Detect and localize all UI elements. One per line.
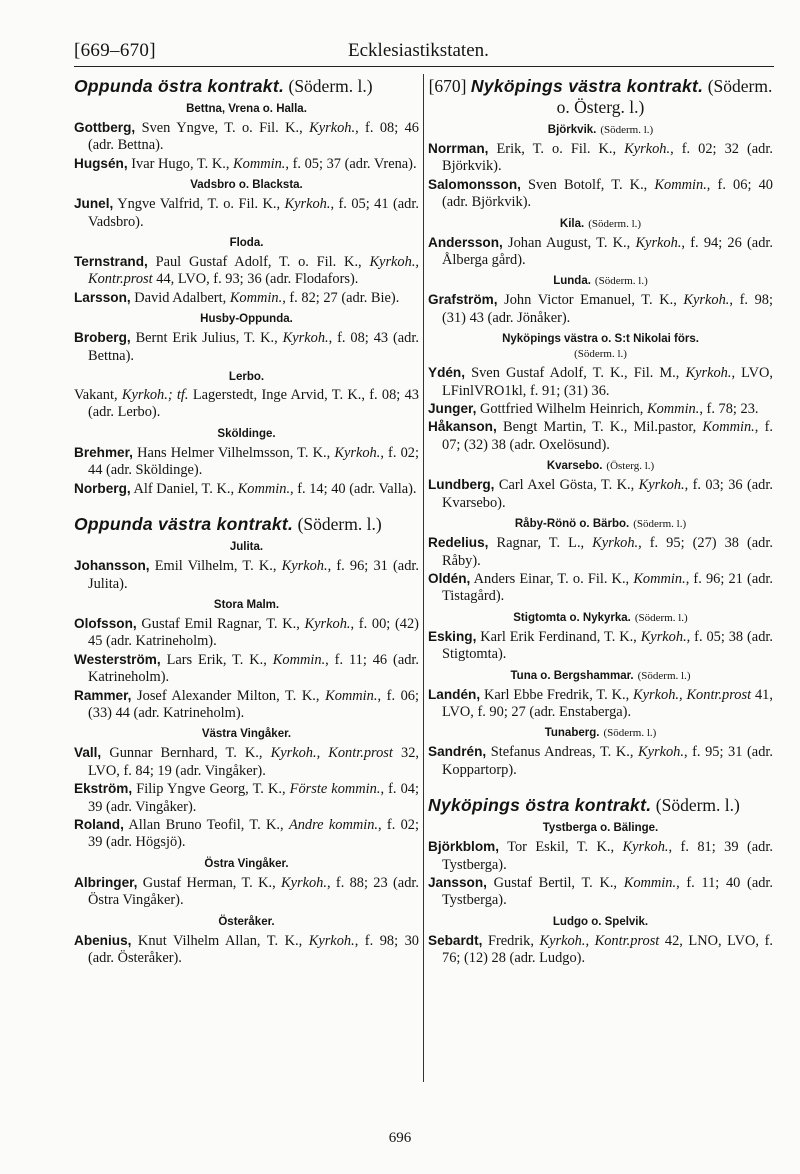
surname: Rammer, <box>74 687 132 703</box>
parish-heading <box>74 236 419 251</box>
position-title: Kyrkoh. <box>334 444 381 461</box>
position-title: Andre kommin. <box>288 816 379 833</box>
entry-details: , LVO, LFinlVRO1kl, f. 91; (31) 36. <box>442 365 773 399</box>
section-number: [670] <box>428 76 467 96</box>
entry-details: , f. 04; 39 (adr. Vingåker). <box>88 781 420 815</box>
surname: Ydén, <box>428 365 466 381</box>
entry-details: , f. 82; 27 (adr. Bie). <box>282 289 400 306</box>
parish-name: Tystberga o. Bälinge. <box>542 822 659 835</box>
parish-heading <box>428 332 773 347</box>
parish-name: Kvarsebo. <box>546 460 603 473</box>
entry-details: Gottfried Wilhelm Heinrich, <box>479 401 644 418</box>
position-title: Kommin. <box>623 874 677 891</box>
entry-details: , f. 11; 40 (adr. Tystberga). <box>442 874 773 909</box>
parish-heading <box>428 821 773 836</box>
parish-region: (Söderm. l.) <box>637 669 691 682</box>
surname: Norberg, <box>74 480 131 496</box>
entry-details: Anders Einar, T. o. Fil. K., <box>473 570 630 587</box>
left-column <box>74 74 419 967</box>
parish-region: (Söderm. l.) <box>603 727 657 740</box>
parish-name: Västra Vingåker. <box>201 728 292 741</box>
position-title: Kyrkoh., Kontr.prost <box>88 254 420 288</box>
position-title: Kommin. <box>654 176 707 193</box>
clergy-entry <box>428 400 773 418</box>
parish-heading <box>74 102 419 117</box>
parish-name: Ludgo o. Spelvik. <box>552 915 649 928</box>
parish-heading <box>74 857 419 872</box>
section-name: Oppunda västra kontrakt. <box>74 514 294 535</box>
position-title: Kyrkoh. <box>309 120 356 136</box>
entry-details: , f. 03; 36 (adr. Kvarsebo). <box>442 477 773 511</box>
surname: Ternstrand, <box>74 254 148 270</box>
entry-details: Filip Yngve Georg, T. K., <box>136 781 286 798</box>
position-title: Kyrkoh. <box>638 477 685 494</box>
parish-name: Bettna, Vrena o. Halla. <box>186 103 307 115</box>
position-title: Kyrkoh., Kontr.prost <box>539 932 660 949</box>
parish-heading <box>428 459 773 474</box>
parish-name: Björkvik. <box>547 124 597 136</box>
parish-name: Lunda. <box>553 275 591 288</box>
position-title: Kommin. <box>237 480 291 497</box>
entry-details: Alf Daniel, T. K., <box>133 480 235 497</box>
entry-details: 32, LVO, f. 84; 19 (adr. Vingåker). <box>88 745 419 779</box>
entry-details: Hans Helmer Vilhelmsson, T. K., <box>137 444 331 461</box>
position-title: Kyrkoh. <box>640 628 687 645</box>
position-title: Kyrkoh. <box>635 234 682 251</box>
clergy-entry <box>428 234 773 270</box>
entry-details: Josef Alexander Milton, T. K., <box>137 687 320 704</box>
surname: Redelius, <box>428 535 489 551</box>
clergy-entry <box>74 253 419 289</box>
entry-details: , f. 08; 43 (adr. Bettna). <box>88 330 419 364</box>
surname: Salomonsson, <box>428 176 521 192</box>
parish-heading <box>74 915 419 930</box>
right-column <box>428 74 773 968</box>
clergy-entry <box>428 476 773 512</box>
parish-heading <box>428 274 773 289</box>
entry-details: , f. 78; 23. <box>699 401 759 418</box>
parish-region: (Söderm. l.) <box>574 348 627 361</box>
entry-details: Emil Vilhelm, T. K., <box>154 558 277 575</box>
parish-name: Tunaberg. <box>544 727 600 740</box>
entry-details: Carl Axel Gösta, T. K., <box>498 477 635 494</box>
surname: Larsson, <box>74 289 131 305</box>
entry-details: , f. 95; 31 (adr. Koppartorp). <box>442 744 773 778</box>
surname: Johansson, <box>74 558 150 574</box>
surname: Landén, <box>428 686 481 702</box>
position-title: Kyrkoh., Kontr.prost <box>270 745 393 762</box>
position-title: Kommin. <box>233 155 286 172</box>
clergy-entry <box>74 155 419 173</box>
position-title: Kyrkoh. <box>284 196 331 213</box>
entry-details: , f. 08; 46 (adr. Bettna). <box>88 120 419 154</box>
position-title: Kyrkoh., Kontr.prost <box>633 686 752 703</box>
surname: Lundberg, <box>428 477 495 493</box>
parish-name: Sköldinge. <box>217 427 276 440</box>
entry-details: Ivar Hugo, T. K., <box>131 155 230 172</box>
position-title: Kyrkoh. <box>304 615 351 632</box>
clergy-entry <box>428 418 773 454</box>
entry-details: Lars Erik, T. K., <box>166 651 267 668</box>
entry-details: Fredrik, <box>487 932 534 949</box>
position-title: Kyrkoh. <box>281 558 328 575</box>
parish-name: Julita. <box>229 541 264 554</box>
clergy-entry <box>428 291 773 327</box>
section-title <box>74 76 419 97</box>
parish-heading <box>428 217 773 232</box>
position-title: Kyrkoh. <box>683 292 730 309</box>
entry-details: , f. 98; 30 (adr. Österåker). <box>88 932 419 966</box>
surname: Andersson, <box>428 234 503 250</box>
surname: Gottberg, <box>74 120 136 135</box>
clergy-entry <box>74 444 419 480</box>
section-name: Nyköpings västra kontrakt. <box>470 76 704 96</box>
parish-heading <box>428 611 773 626</box>
entry-details: Knut Vilhelm Allan, T. K., <box>137 932 303 949</box>
entry-details: Karl Erik Ferdinand, T. K., <box>480 628 637 645</box>
surname: Esking, <box>428 628 477 644</box>
parish-name: Tuna o. Bergshammar. <box>510 669 634 682</box>
surname: Björkblom, <box>428 839 499 855</box>
entry-details: , f. 94; 26 (adr. Ålberga gård). <box>442 234 773 269</box>
entry-details: Sven Botolf, T. K., <box>528 176 648 193</box>
parish-heading <box>428 669 773 684</box>
surname: Vall, <box>74 745 102 761</box>
parish-heading <box>428 915 773 930</box>
entry-details: Erik, T. o. Fil. K., <box>496 141 617 157</box>
position-title: Kyrkoh. <box>638 744 684 761</box>
entry-details: Gunnar Bernhard, T. K., <box>109 745 263 762</box>
header-rule <box>74 66 774 67</box>
clergy-entry <box>74 744 419 780</box>
entry-details: Yngve Valfrid, T. o. Fil. K., <box>117 196 281 213</box>
clergy-entry <box>74 687 419 723</box>
parish-heading <box>74 312 419 327</box>
section-region: (Söderm. l.) <box>297 514 382 535</box>
section-region: (Söderm. l.) <box>288 76 373 96</box>
parish-name: Kila. <box>559 217 585 230</box>
position-title: Kyrkoh. <box>622 839 669 856</box>
parish-heading <box>74 727 419 742</box>
entry-details: , f. 05; 37 (adr. Vrena). <box>285 155 417 172</box>
entry-details: Lagerstedt, Inge Arvid, T. K., f. 08; 43 (adr. Lerbo). <box>88 387 419 421</box>
entry-details: David Adalbert, <box>134 289 227 306</box>
parish-name: Floda. <box>229 237 264 250</box>
entry-details: Gustaf Emil Ragnar, T. K., <box>141 615 300 632</box>
entry-details: , f. 06; (33) 44 (adr. Katrineholm). <box>88 687 420 721</box>
surname: Jansson, <box>428 874 487 890</box>
surname: Albringer, <box>74 874 138 890</box>
entry-details: Karl Ebbe Fredrik, T. K., <box>483 686 630 703</box>
section-region: (Söderm. l.) <box>655 795 740 816</box>
clergy-entry <box>428 743 773 779</box>
surname: Roland, <box>74 816 124 832</box>
entry-details: , f. 06; 40 (adr. Björkvik). <box>442 176 773 211</box>
position-title: Kommin. <box>272 651 326 668</box>
entry-details: Gustaf Herman, T. K., <box>142 874 276 891</box>
parish-heading <box>428 726 773 741</box>
entry-details: , f. 95; (27) 38 (adr. Råby). <box>442 535 773 569</box>
parish-region: (Söderm. l.) <box>633 518 687 531</box>
clergy-entry <box>428 364 773 400</box>
entry-details: Allan Bruno Teofil, T. K., <box>128 816 284 833</box>
entry-details: , f. 05; 41 (adr. Vadsbro). <box>88 196 419 230</box>
position-title: Kommin. <box>702 419 755 436</box>
parish-heading <box>74 370 419 385</box>
parish-heading <box>428 517 773 532</box>
parish-name: Husby-Oppunda. <box>200 313 293 326</box>
clergy-entry <box>74 816 419 852</box>
clergy-entry <box>428 534 773 570</box>
parish-name: Lerbo. <box>228 371 265 384</box>
entry-details: Paul Gustaf Adolf, T. o. Fil. K., <box>155 254 362 271</box>
position-title: Kommin. <box>646 401 700 418</box>
position-title: Kommin. <box>633 570 686 587</box>
clergy-entry <box>428 686 773 722</box>
clergy-entry <box>428 176 773 212</box>
section-name: Oppunda östra kontrakt. <box>74 76 285 96</box>
parish-name: Stora Malm. <box>213 598 280 611</box>
entry-details: John Victor Emanuel, T. K., <box>504 292 677 309</box>
entry-details: , f. 96; 31 (adr. Julita). <box>88 558 419 592</box>
surname: Olofsson, <box>74 615 137 631</box>
clergy-entry <box>74 195 419 231</box>
parish-region: (Söderm. l.) <box>634 611 688 624</box>
position-title: Kyrkoh.; tf. <box>121 387 189 404</box>
clergy-entry <box>74 289 419 307</box>
clergy-entry <box>428 570 773 606</box>
position-title: Kyrkoh. <box>624 141 671 157</box>
entry-details: , f. 81; 39 (adr. Tystberga). <box>442 839 773 873</box>
surname: Junger, <box>428 401 477 417</box>
entry-details: Johan August, T. K., <box>508 234 631 251</box>
surname: Hugsén, <box>74 155 128 171</box>
running-title: Ecklesiastikstaten. <box>348 40 489 61</box>
parish-region: (Söderm. l.) <box>588 217 642 230</box>
entry-details: Sven Gustaf Adolf, T. K., Fil. M., <box>471 365 680 382</box>
clergy-entry <box>428 628 773 664</box>
parish-name: Östra Vingåker. <box>204 857 289 870</box>
clergy-entry <box>74 615 419 651</box>
clergy-entry <box>74 932 419 968</box>
parish-name: Råby-Rönö o. Bärbo. <box>514 518 630 531</box>
parish-name: Vadsbro o. Blacksta. <box>190 179 303 192</box>
surname: Broberg, <box>74 330 131 346</box>
position-title: Kyrkoh. <box>308 932 355 949</box>
surname: Sebardt, <box>428 932 483 948</box>
entry-details: Bengt Martin, T. K., Mil.pastor, <box>502 419 697 436</box>
position-title: Kommin. <box>229 289 283 306</box>
clergy-entry <box>74 874 419 910</box>
entry-details: Tor Eskil, T. K., <box>507 839 615 856</box>
position-title: Förste kommin. <box>289 781 381 798</box>
surname: Junel, <box>74 196 114 212</box>
parish-region: (Söderm. l.) <box>594 275 648 288</box>
clergy-entry <box>428 874 773 910</box>
entry-details: , f. 05; 38 (adr. Stigtomta). <box>442 628 773 663</box>
entry-details: , f. 88; 23 (adr. Östra Vingåker). <box>88 874 419 909</box>
clergy-entry <box>74 387 419 422</box>
surname: Grafström, <box>428 292 498 308</box>
parish-region: (Österg. l.) <box>606 460 655 473</box>
column-divider <box>423 74 424 1082</box>
section-title <box>428 795 773 816</box>
parish-heading <box>74 540 419 555</box>
entry-details: , f. 14; 40 (adr. Valla). <box>290 480 417 497</box>
parish-name: Nyköpings västra o. S:t Nikolai förs. <box>502 333 699 346</box>
entry-details: , f. 00; (42) 45 (adr. Katrineholm). <box>88 615 419 650</box>
entry-details: , f. 07; (32) 38 (adr. Oxelösund). <box>442 419 773 453</box>
entry-details: , f. 96; 21 (adr. Tistagård). <box>442 570 773 605</box>
surname: Ekström, <box>74 781 133 797</box>
parish-heading <box>74 178 419 193</box>
clergy-entry <box>74 119 419 155</box>
page-range: [669–670] <box>74 40 156 61</box>
parish-region: (Söderm. l.) <box>600 124 654 136</box>
surname: Brehmer, <box>74 444 133 460</box>
clergy-entry <box>74 557 419 593</box>
entry-details: , f. 11; 46 (adr. Katrineholm). <box>88 651 420 686</box>
surname: Norrman, <box>428 141 489 156</box>
section-region: (Söderm. o. Österg. l.) <box>556 76 773 117</box>
clergy-entry <box>428 140 773 176</box>
entry-details: 44, LVO, f. 93; 36 (adr. Flodafors). <box>156 271 359 288</box>
clergy-entry <box>74 780 419 816</box>
parish-name: Österåker. <box>218 915 275 928</box>
entry-details: 42, LNO, LVO, f. 76; (12) 28 (adr. Ludgo). <box>442 932 773 967</box>
entry-details: , f. 02; 32 (adr. Björkvik). <box>442 141 773 175</box>
parish-heading <box>74 427 419 442</box>
entry-details: Gustaf Bertil, T. K., <box>493 874 618 891</box>
position-title: Kyrkoh. <box>281 874 327 891</box>
parish-name: Stigtomta o. Nykyrka. <box>513 611 631 624</box>
entry-details: 41, LVO, f. 90; 27 (adr. Enstaberga). <box>442 686 773 720</box>
entry-details: Stefanus Andreas, T. K., <box>490 744 634 761</box>
clergy-entry <box>74 329 419 365</box>
section-title <box>428 76 773 118</box>
page-number: 696 <box>388 1130 412 1146</box>
section-title <box>74 514 419 535</box>
entry-details: , f. 02; 44 (adr. Sköldinge). <box>88 444 419 479</box>
position-title: Kyrkoh. <box>592 535 639 552</box>
position-title: Kyrkoh. <box>685 365 732 382</box>
entry-details: Vakant, <box>74 387 118 404</box>
entry-details: Sven Yngve, T. o. Fil. K., <box>141 120 303 136</box>
clergy-entry <box>428 838 773 874</box>
surname: Westerström, <box>74 651 161 667</box>
section-name: Nyköpings östra kontrakt. <box>428 795 652 816</box>
entry-details: , f. 98; (31) 43 (adr. Jönåker). <box>442 292 773 326</box>
clergy-entry <box>74 480 419 498</box>
parish-heading <box>428 123 773 138</box>
clergy-entry <box>428 932 773 968</box>
entry-details: Bernt Erik Julius, T. K., <box>135 330 278 347</box>
entry-details: Ragnar, T. L., <box>496 535 585 552</box>
entry-details: , f. 02; 39 (adr. Högsjö). <box>88 816 419 851</box>
clergy-entry <box>74 651 419 687</box>
surname: Abenius, <box>74 932 132 948</box>
surname: Oldén, <box>428 570 471 586</box>
parish-heading <box>74 598 419 613</box>
position-title: Kommin. <box>325 687 378 704</box>
surname: Sandrén, <box>428 744 487 760</box>
surname: Håkanson, <box>428 419 497 435</box>
position-title: Kyrkoh. <box>282 330 329 347</box>
